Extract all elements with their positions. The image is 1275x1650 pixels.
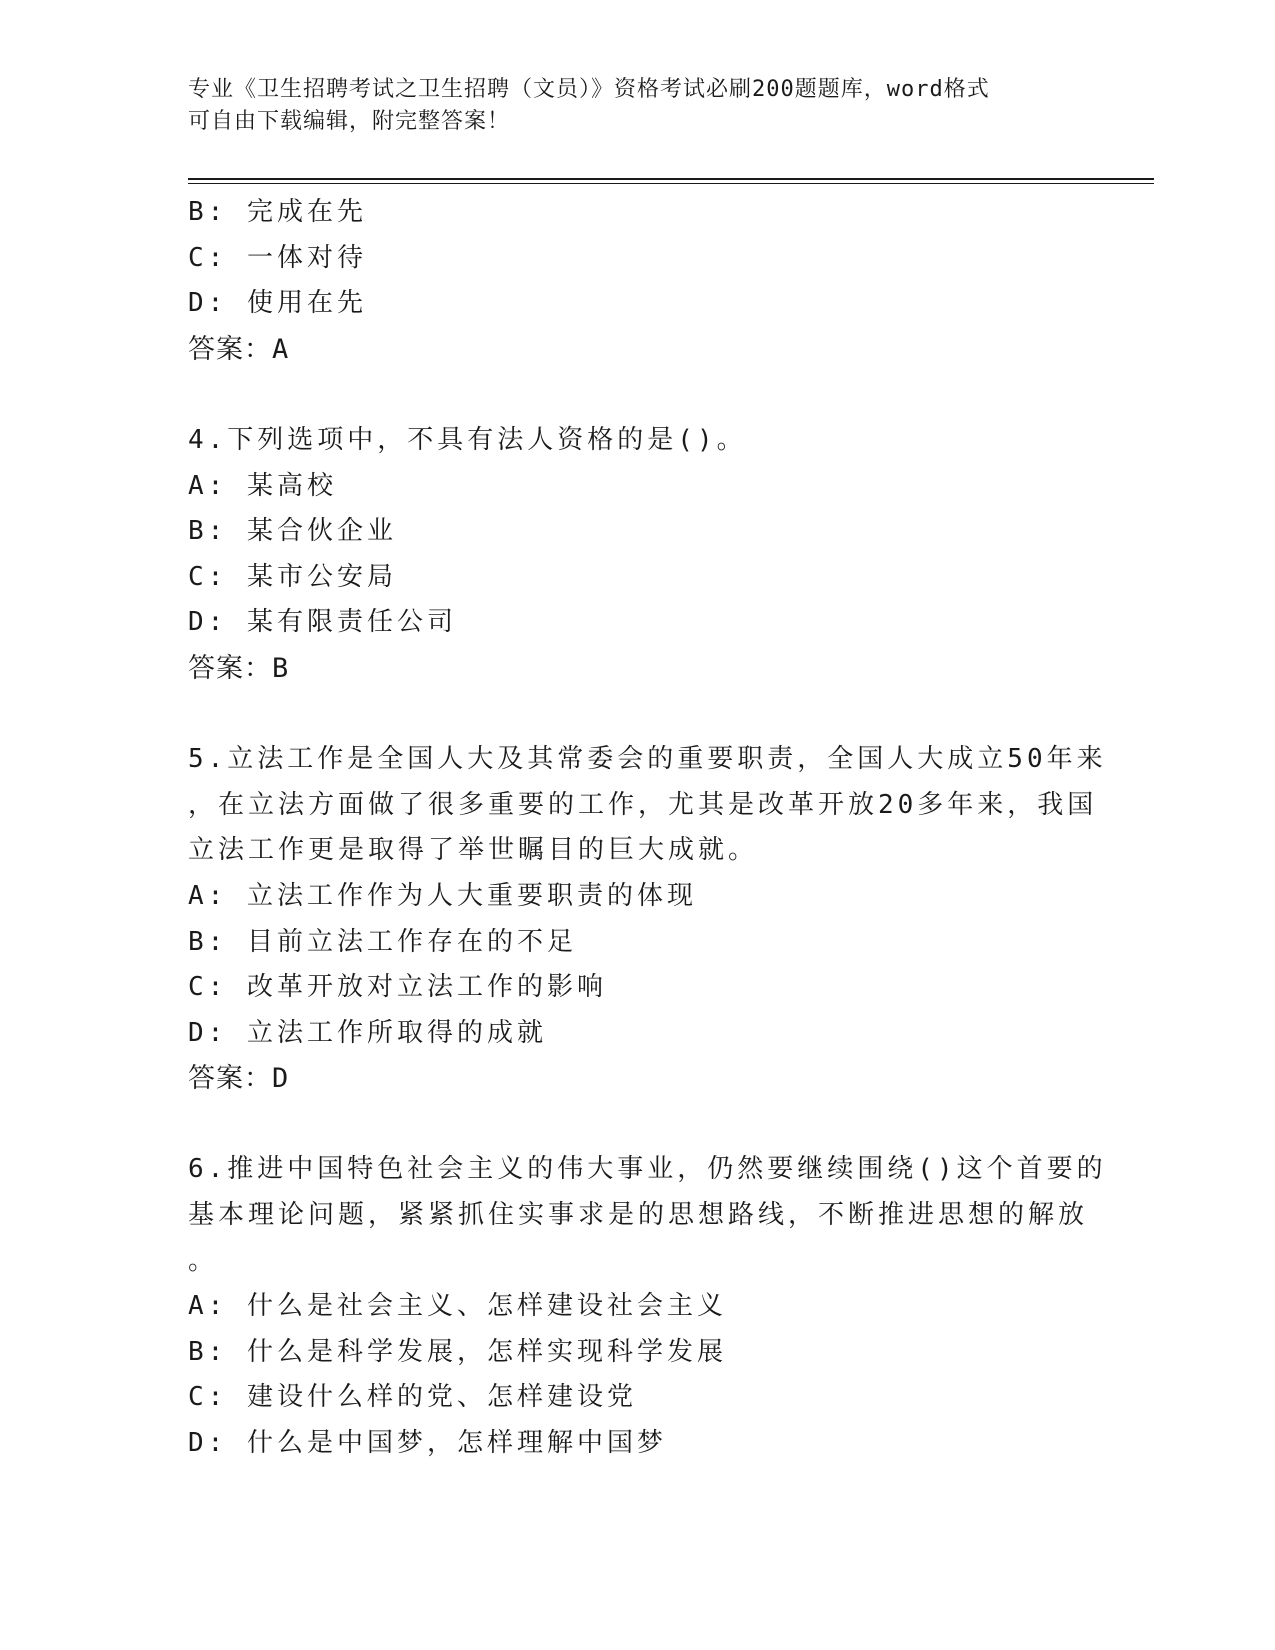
- question-list: [188, 190, 1107, 1467]
- question-spacer: [188, 372, 1088, 418]
- header-title-line-1: 专业《卫生招聘考试之卫生招聘（文员）》资格考试必刷200题题库，word格式: [188, 77, 990, 102]
- q5-option-a: A: 立法工作作为人大重要职责的体现: [188, 880, 697, 911]
- q3-option-c: C: 一体对待: [188, 242, 367, 273]
- q4-stem: 4.下列选项中，不具有法人资格的是()。: [188, 424, 747, 455]
- q6-stem-line-1: 6.推进中国特色社会主义的伟大事业，仍然要继续围绕()这个首要的: [188, 1154, 1107, 1185]
- q5-option-d: D: 立法工作所取得的成就: [188, 1017, 547, 1048]
- page-header: [188, 74, 1068, 138]
- q6-option-a: A: 什么是社会主义、怎样建设社会主义: [188, 1291, 727, 1322]
- q4-option-a: A: 某高校: [188, 470, 337, 501]
- q4-option-c: C: 某市公安局: [188, 561, 397, 592]
- question-4: [188, 418, 1088, 692]
- q5-stem-line-3: 立法工作更是取得了举世瞩目的巨大成就。: [188, 835, 759, 866]
- q3-option-d: D: 使用在先: [188, 288, 367, 319]
- q5-option-b: B: 目前立法工作存在的不足: [188, 926, 577, 957]
- header-title-line-2: 可自由下载编辑，附完整答案！: [188, 109, 511, 134]
- q4-option-b: B: 某合伙企业: [188, 516, 397, 547]
- q6-option-d: D: 什么是中国梦，怎样理解中国梦: [188, 1428, 667, 1459]
- q5-answer: 答案：D: [188, 1063, 290, 1095]
- q6-option-c: C: 建设什么样的党、怎样建设党: [188, 1382, 637, 1413]
- q3-answer: 答案：A: [188, 333, 290, 365]
- q6-stem-line-2: 基本理论问题，紧紧抓住实事求是的思想路线，不断推进思想的解放: [188, 1200, 1089, 1231]
- question-3-continued: [188, 190, 1088, 372]
- question-5: [188, 737, 1107, 1102]
- q5-option-c: C: 改革开放对立法工作的影响: [188, 972, 607, 1003]
- q3-option-b: B: 完成在先: [188, 197, 367, 227]
- q4-answer: 答案：B: [188, 652, 290, 684]
- question-spacer: [188, 1102, 1088, 1148]
- header-divider-thin: [188, 183, 1154, 184]
- header-divider-thick: [188, 178, 1154, 180]
- q4-option-d: D: 某有限责任公司: [188, 607, 457, 638]
- q5-stem-line-2: ，在立法方面做了很多重要的工作，尤其是改革开放20多年来，我国: [188, 789, 1098, 820]
- q5-stem-line-1: 5.立法工作是全国人大及其常委会的重要职责，全国人大成立50年来: [188, 744, 1107, 775]
- question-6: [188, 1147, 1107, 1466]
- q6-stem-line-3: 。: [188, 1245, 219, 1276]
- question-spacer: [188, 692, 1088, 738]
- q6-option-b: B: 什么是科学发展，怎样实现科学发展: [188, 1336, 727, 1367]
